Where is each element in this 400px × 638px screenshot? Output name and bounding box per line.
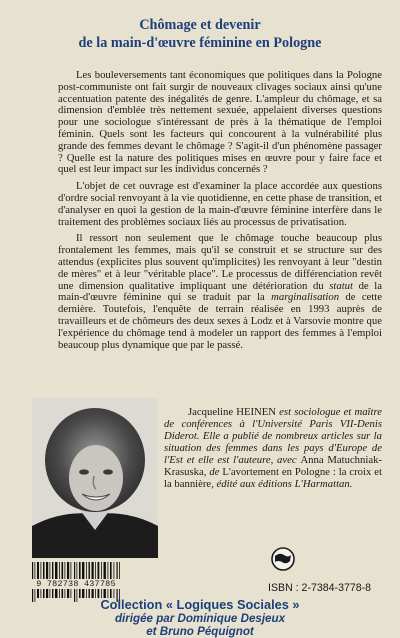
summary-paragraph-3	[58, 233, 382, 351]
emphasis-marginalisation: marginalisation	[271, 291, 340, 304]
emphasis-statut: statut	[329, 279, 353, 292]
paragraph-3-part-2: de la main-d'œuvre féminine qui se traduit par la	[58, 279, 382, 304]
author-name: Jacqueline HEINEN	[188, 406, 277, 418]
summary-paragraph-2: L'objet de cet ouvrage est d'examiner la place accordée aux questions d'ordre social renvoyant à la vie quotidienne, en cette phase de transition, et d'analyser en quoi la gestion de la main-d'œuvre féminine interfère dans le traitement des problèmes sociaux liés au processus de privatisation.	[58, 180, 382, 228]
collection-info	[20, 598, 380, 638]
summary-text	[58, 70, 382, 351]
author-bio-part-c: , édité aux éditions L'Harmattan.	[211, 478, 353, 490]
paragraph-3-part-1: Il ressort non seulement que le chômage touche beaucoup plus frontalement les femmes, mais qu'il se construit et se structure sur des attendus (explicites plus souvent qu'implicites) les renvoyant à leur "destin de mères" et à leur "véritable place". Le processus de différenciation revêt une dimension qualitative impliquant une détérioration du	[58, 232, 382, 292]
book-title	[20, 16, 380, 52]
title-line-1: Chômage et devenir	[139, 17, 261, 33]
paragraph-3-part-3: de cette dernière. Toutefois, l'enquête de terrain réalisée en 1993 auprès de travailleurs et de chômeurs des deux sexes à Lodz et à Varsovie montre que l'expérience du chômage tend à modeler un rapport des femmes à l'emploi beaucoup plus dynamique que par le passé.	[58, 291, 382, 351]
collection-name: Collection « Logiques Sociales »	[100, 597, 300, 612]
coauthor-name: Anna Matuchniak-Krasuska	[164, 454, 382, 478]
author-photo	[32, 398, 158, 558]
book-reference: L'avortement en Pologne : la croix et la bannière	[164, 466, 382, 490]
title-line-2: de la main-d'œuvre féminine en Pologne	[78, 35, 322, 51]
author-bio	[164, 406, 382, 490]
author-bio-part-b: , de	[203, 466, 223, 478]
isbn: ISBN : 2-7384-3778-8	[268, 582, 372, 594]
author-bio-part-a: est sociologue et maître de conférences à l'Université Paris VII-Denis Diderot. Elle a publié de nombreux articles sur la situation des femmes dans les pays d'Europe de l'Est et elle est l'auteure, avec	[164, 406, 383, 466]
publisher-globe-icon	[270, 546, 296, 572]
collection-director-1: dirigée par Dominique Desjeux	[114, 612, 286, 625]
barcode-number: 9 782738 437785	[24, 579, 128, 589]
collection-director-2: et Bruno Péquignot	[146, 625, 254, 638]
summary-paragraph-1: Les bouleversements tant économiques que politiques dans la Pologne post-communiste ont fait surgir de nouveaux clivages sociaux ainsi qu'une accentuation patente des inégalités de genre. L'ampleur du chômage, et sa dimension d'emblée très nettement sexuée, appelaient diverses questions pour une sociologue s'intéressant de près à la thématique de l'emploi féminin. Quels sont les facteurs qui concourent à la vulnérabilité plus grande des femmes devant le chômage ? S'agit-il d'un phénomène passager ? Quelle est la nature des politiques mises en œuvre pour y faire face et quel est leur impact sur les individus concernés ?	[58, 69, 382, 176]
